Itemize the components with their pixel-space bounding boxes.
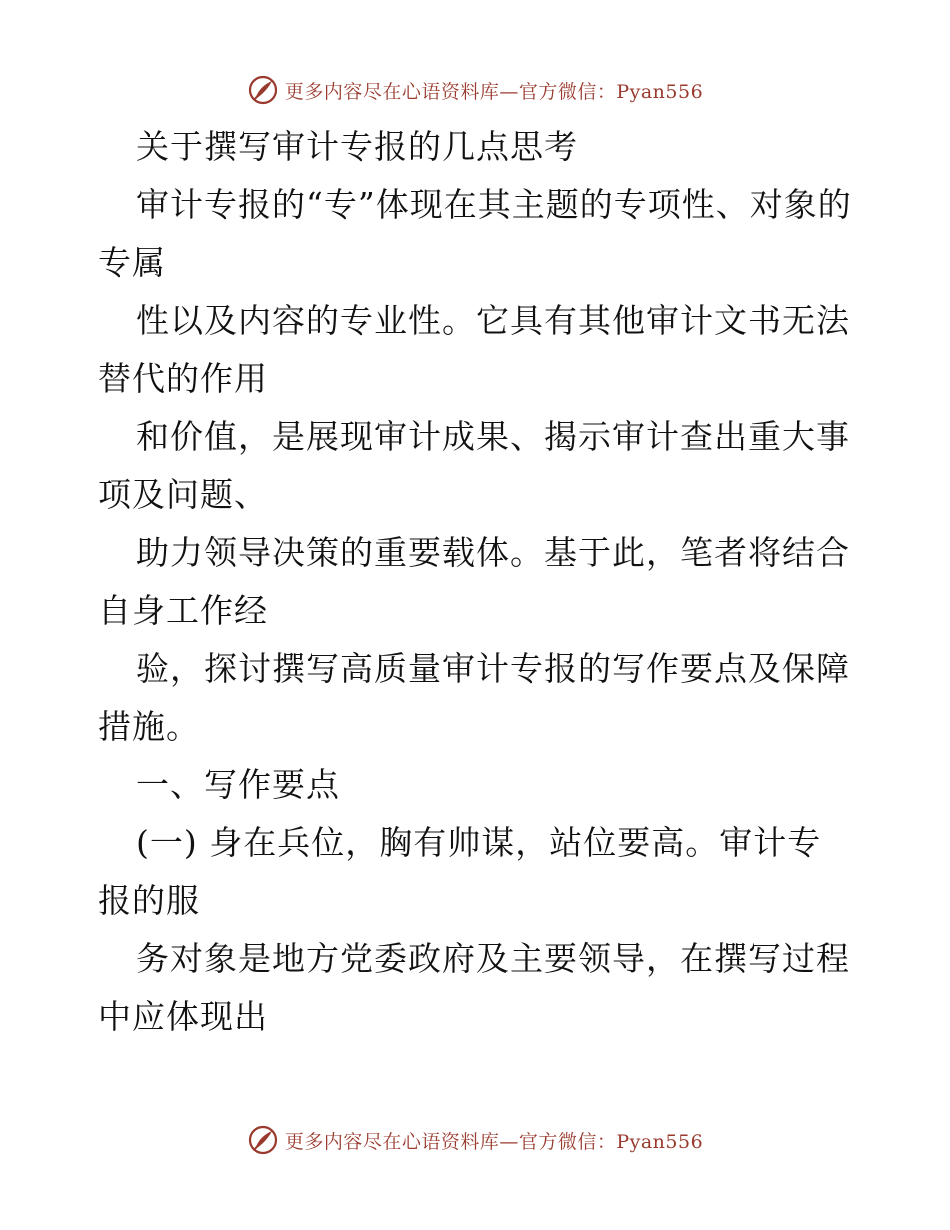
watermark-header [0,70,950,110]
document-title: 关于撰写审计专报的几点思考 [136,127,578,166]
paragraph: (一) 身在兵位，胸有帅谋，站位要高。审计专报的服 [98,823,822,920]
paragraph: 务对象是地方党委政府及主要领导，在撰写过程中应体现出 [98,939,850,1036]
paragraph: 性以及内容的专业性。它具有其他审计文书无法替代的作用 [98,301,850,398]
section-heading: 一、写作要点 [136,765,340,804]
quill-pen-icon [247,74,279,106]
document-body [98,118,853,1046]
paragraph: 助力领导决策的重要载体。基于此，笔者将结合自身工作经 [98,533,850,630]
paragraph: 验，探讨撰写高质量审计专报的写作要点及保障措施。 [98,649,850,746]
watermark-text: 更多内容尽在心语资料库—官方微信：Pyan556 [284,80,704,103]
paragraph: 审计专报的“专”体现在其主题的专项性、对象的专属 [98,185,852,282]
watermark-footer [0,1120,950,1160]
watermark-text: 更多内容尽在心语资料库—官方微信：Pyan556 [284,1130,704,1153]
quill-pen-icon [247,1124,279,1156]
paragraph: 和价值，是展现审计成果、揭示审计查出重大事项及问题、 [98,417,850,514]
